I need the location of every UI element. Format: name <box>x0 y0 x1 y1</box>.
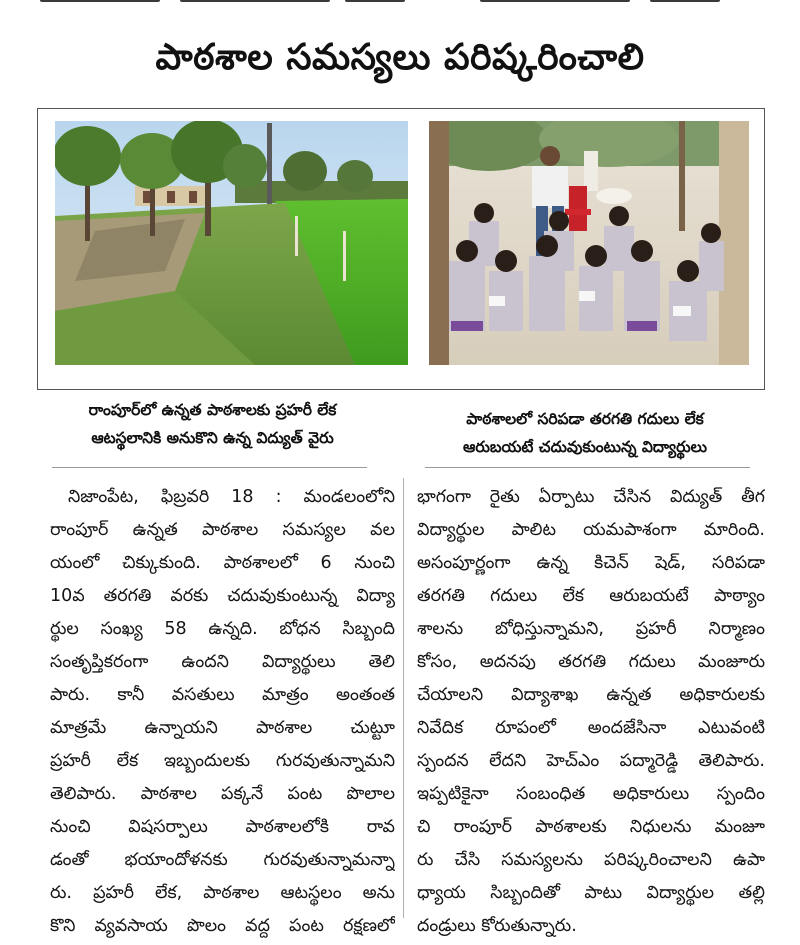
article-line: తెలిపారు. పాఠశాల పక్కనే పంట పొలాల <box>50 784 395 804</box>
field-photo <box>55 121 408 365</box>
article-line: ర్థుల సంఖ్య 58 ఉన్నది. బోధన సిబ్బంది <box>50 619 395 639</box>
students-photo <box>429 121 749 365</box>
headline: పాఠశాల సమస్యలు పరిష్కరించాలి <box>155 37 645 78</box>
caption-divider <box>425 467 750 468</box>
caption-line: రాంపూర్‌లో ఉన్నత పాఠశాలకు ప్రహరీ లేక <box>88 401 337 419</box>
article-line: 10వ తరగతి వరకు చదువుకుంటున్న విద్యా <box>50 586 395 606</box>
right-photo-caption <box>410 405 760 461</box>
article-line: నివేదిక రూపంలో అందజేసినా ఎటువంటి <box>417 718 765 738</box>
article-line: కోసం, అదనపు తరగతి గదులు మంజూరు <box>417 652 765 672</box>
photo-frame <box>37 108 765 390</box>
article-column-left <box>50 481 395 943</box>
article-line: యంలో చిక్కుకుంది. పాఠశాలలో 6 నుంచి <box>50 553 395 573</box>
article-line: చి రాంపూర్ పాఠశాలకు నిధులను మంజూ <box>417 817 765 837</box>
article-line: ప్రహరీ లేక ఇబ్బందులకు గురవుతున్నామని <box>50 751 395 771</box>
column-divider <box>403 478 404 918</box>
article-line: ధ్యాయ సిబ్బందితో పాటు విద్యార్థుల తల్లి <box>417 883 765 903</box>
article-column-right <box>417 481 765 943</box>
article-line: నుంచి విషసర్పాలు పాఠశాలలోకి రావ <box>50 817 395 837</box>
caption-line: ఆరుబయటే చదువుకుంటున్న విద్యార్థులు <box>462 438 708 456</box>
caption-divider <box>52 467 367 468</box>
article-line: తరగతి గదులు లేక ఆరుబయటే పాఠ్యాం <box>417 586 765 606</box>
article-line: ఇప్పటికైనా సంబంధిత అధికారులు స్పందిం <box>417 784 765 804</box>
article-line: దండ్రులు కోరుతున్నారు. <box>417 916 577 936</box>
article-line: విద్యార్థుల పాలిట యమపాశంగా మారింది. <box>417 520 765 540</box>
article-line: పారు. కానీ వసతులు మాత్రం అంతంత <box>50 685 395 705</box>
article-line: చేయాలని విద్యాశాఖ ఉన్నత అధికారులకు <box>417 685 765 705</box>
article-line: కొని వ్యవసాయ పొలం వద్ద పంట రక్షణలో <box>50 916 395 936</box>
article-line: అసంపూర్ణంగా ఉన్న కిచెన్ షెడ్, సరిపడా <box>417 553 765 573</box>
left-photo-caption <box>40 396 385 452</box>
article-line: మాత్రమే ఉన్నాయని పాఠశాల చుట్టూ <box>50 718 395 738</box>
cropped-previous-text <box>0 0 800 10</box>
article-line: రు. ప్రహరీ లేక, పాఠశాల ఆటస్థలం అను <box>50 883 395 903</box>
article-line: రాంపూర్ ఉన్నత పాఠశాల సమస్యల వల <box>50 520 395 540</box>
article-line: రు చేసి సమస్యలను పరిష్కరించాలని ఉపా <box>417 850 765 870</box>
article-line: భాగంగా రైతు ఏర్పాటు చేసిన విద్యుత్ తీగ <box>417 487 765 507</box>
article-line: సంతృప్తికరంగా ఉందని విద్యార్థులు తెలి <box>50 652 395 672</box>
article-line: నిజాంపేట, ఫిబ్రవరి 18 : మండలంలోని <box>68 487 395 507</box>
caption-line: పాఠశాలలో సరిపడా తరగతి గదులు లేక <box>466 410 704 428</box>
article-line: స్పందన లేదని హెచ్ఎం పద్మారెడ్డి తెలిపారు. <box>417 751 765 771</box>
article-line: డంతో భయాందోళనకు గురవుతున్నామన్నా <box>50 850 395 870</box>
caption-line: ఆటస్థలానికి అనుకొని ఉన్న విద్యుత్ వైరు <box>91 429 334 447</box>
article-line: శాలను బోధిస్తున్నామని, ప్రహరీ నిర్మాణం <box>417 619 765 639</box>
